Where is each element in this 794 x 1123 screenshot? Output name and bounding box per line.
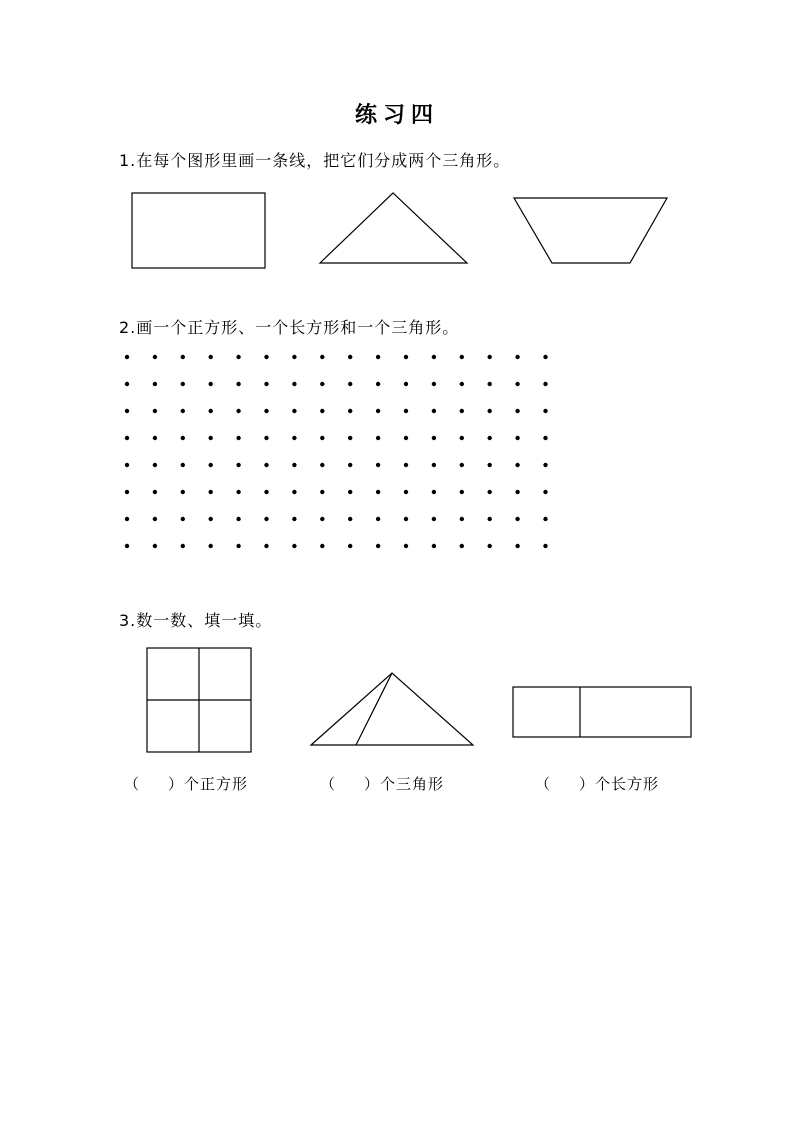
question-3-text: 数一数、填一填。 — [136, 611, 273, 630]
page-title: 练习四 — [354, 102, 439, 128]
answer-rectangles-close: ） — [579, 775, 596, 793]
answer-rectangles-open: （ — [535, 775, 552, 793]
answer-rectangles — [535, 773, 659, 794]
question-1-number: 1. — [119, 151, 137, 170]
question-1-text: 在每个图形里画一条线，把它们分成两个三角形。 — [136, 151, 511, 170]
answer-triangles-close: ） — [364, 775, 381, 793]
q3-split-rectangle — [513, 687, 691, 737]
q3-square-grid — [147, 648, 251, 752]
answer-squares-label: 个正方形 — [184, 775, 249, 793]
answer-squares-close: ） — [168, 775, 185, 793]
answer-triangles-open: （ — [320, 775, 337, 793]
question-2-text: 画一个正方形、一个长方形和一个三角形。 — [136, 318, 460, 337]
answer-triangles — [320, 773, 444, 794]
question-2-number: 2. — [119, 318, 137, 337]
question-3-number: 3. — [119, 611, 137, 630]
answer-squares-open: （ — [124, 775, 141, 793]
answer-triangles-label: 个三角形 — [380, 775, 445, 793]
answer-rectangles-label: 个长方形 — [595, 775, 660, 793]
answer-squares — [124, 773, 248, 794]
q3-split-triangle — [311, 673, 473, 745]
